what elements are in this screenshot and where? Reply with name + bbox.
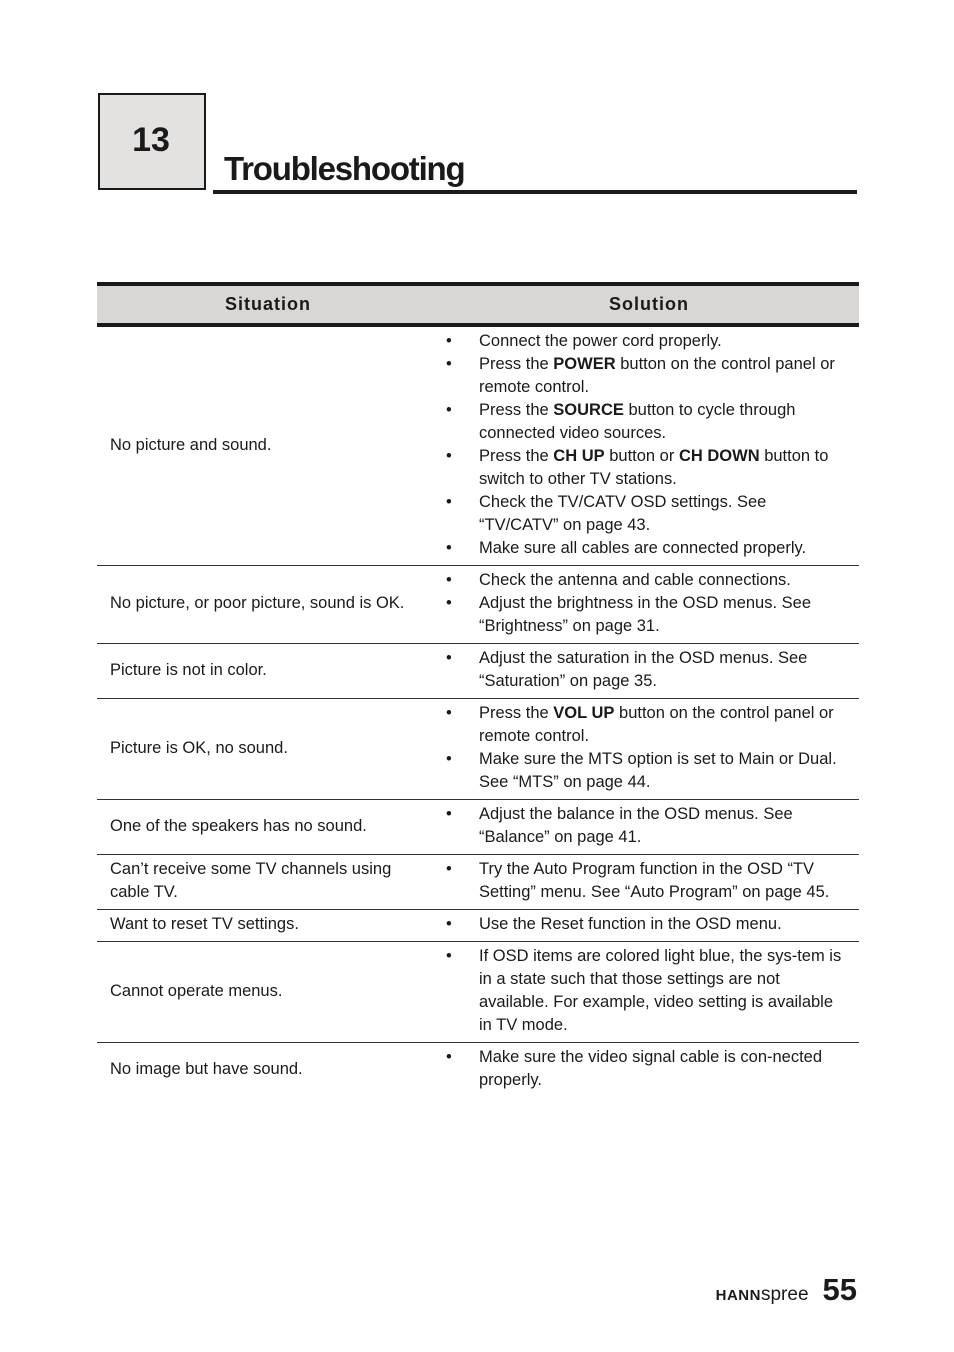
solution-text: Make sure the video signal cable is con-nected properly.	[479, 1048, 823, 1089]
solution-cell	[439, 1043, 859, 1098]
solution-text: button on the control panel or remote control.	[479, 355, 835, 396]
solution-list	[439, 803, 859, 849]
solution-list	[439, 702, 859, 794]
solution-item	[439, 858, 859, 904]
table-row	[97, 699, 859, 800]
troubleshooting-table	[97, 282, 859, 1097]
solution-cell	[439, 699, 859, 800]
situation-cell: No picture and sound.	[97, 325, 439, 566]
chapter-number: 13	[132, 121, 170, 159]
solution-item	[439, 491, 859, 537]
solution-cell	[439, 942, 859, 1043]
solution-item	[439, 913, 859, 936]
table-body	[97, 325, 859, 1097]
situation-cell: Can’t receive some TV channels using cable TV.	[97, 855, 439, 910]
solution-item	[439, 569, 859, 592]
solution-cell	[439, 855, 859, 910]
solution-text: Connect the power cord properly.	[479, 332, 722, 350]
solution-keyword: SOURCE	[553, 401, 624, 419]
solution-item	[439, 647, 859, 693]
table-row	[97, 855, 859, 910]
solution-text: Press the	[479, 447, 554, 465]
solution-text: Press the	[479, 401, 554, 419]
table-row	[97, 325, 859, 566]
solution-item	[439, 399, 859, 445]
solution-item	[439, 803, 859, 849]
situation-cell: No image but have sound.	[110, 1059, 303, 1078]
page-title: Troubleshooting	[224, 150, 465, 187]
solution-item	[439, 592, 859, 638]
page-number: 55	[822, 1272, 857, 1307]
solution-text: Make sure all cables are connected properly.	[479, 539, 807, 557]
solution-keyword: CH UP	[553, 447, 605, 465]
title-rule	[213, 190, 857, 194]
situation-cell: Cannot operate menus.	[97, 942, 439, 1043]
solution-text: Adjust the brightness in the OSD menus. See “Brightness” on page 31.	[479, 594, 812, 635]
solution-cell	[439, 325, 859, 566]
table-row	[97, 910, 859, 942]
solution-list	[439, 858, 859, 904]
solution-list	[439, 945, 859, 1037]
table-row	[97, 942, 859, 1043]
solution-cell	[439, 910, 859, 942]
solution-list	[439, 647, 859, 693]
chapter-box	[98, 93, 206, 190]
solution-item	[439, 702, 859, 748]
solution-item	[439, 330, 859, 353]
brand-logo-bold: HANN	[715, 1287, 761, 1304]
solution-text: Adjust the saturation in the OSD menus. See “Saturation” on page 35.	[479, 649, 808, 690]
situation-cell: No picture, or poor picture, sound is OK.	[97, 566, 439, 644]
header-situation: Situation	[97, 284, 439, 325]
table-row	[97, 800, 859, 855]
solution-keyword: POWER	[553, 355, 616, 373]
brand-logo-light: spree	[760, 1284, 809, 1305]
solution-cell	[439, 644, 859, 699]
solution-text: Check the antenna and cable connections.	[479, 571, 791, 589]
solution-list	[439, 1046, 859, 1092]
page-footer	[716, 1272, 857, 1308]
solution-text: Use the Reset function in the OSD menu.	[479, 915, 782, 933]
solution-text: button on the control panel or remote control.	[479, 704, 834, 745]
solution-list	[439, 330, 859, 560]
situation-cell: One of the speakers has no sound.	[97, 800, 439, 855]
solution-item	[439, 353, 859, 399]
solution-text: Press the	[479, 355, 554, 373]
solution-item	[439, 1046, 859, 1092]
solution-item	[439, 748, 859, 794]
solution-text: Press the	[479, 704, 554, 722]
solution-item	[439, 537, 859, 560]
solution-item	[439, 445, 859, 491]
solution-cell	[439, 566, 859, 644]
table-header-row	[97, 284, 859, 325]
solution-text: button to switch to other TV stations.	[479, 447, 829, 488]
solution-list	[439, 569, 859, 638]
solution-text: button or	[604, 447, 679, 465]
solution-text: Make sure the MTS option is set to Main or Dual. See “MTS” on page 44.	[479, 750, 837, 791]
table-row	[97, 1043, 859, 1098]
solution-item	[439, 945, 859, 1037]
solution-text: Try the Auto Program function in the OSD “TV Setting” menu. See “Auto Program” on page 45.	[479, 860, 830, 901]
situation-cell: Want to reset TV settings.	[97, 910, 439, 942]
solution-text: button to cycle through connected video sources.	[479, 401, 796, 442]
solution-text: Adjust the balance in the OSD menus. See “Balance” on page 41.	[479, 805, 793, 846]
table-row	[97, 644, 859, 699]
solution-list	[439, 913, 859, 936]
situation-cell: Picture is OK, no sound.	[97, 699, 439, 800]
table-row	[97, 566, 859, 644]
solution-keyword: VOL UP	[553, 704, 615, 722]
solution-text: If OSD items are colored light blue, the sys-tem is in a state such that those settings are not available. For example, video setting is available in TV mode.	[479, 947, 842, 1034]
solution-cell	[439, 800, 859, 855]
solution-keyword: CH DOWN	[678, 447, 760, 465]
solution-text: Check the TV/CATV OSD settings. See “TV/CATV” on page 43.	[479, 493, 767, 534]
header-solution: Solution	[439, 284, 859, 325]
situation-cell: Picture is not in color.	[97, 644, 439, 699]
